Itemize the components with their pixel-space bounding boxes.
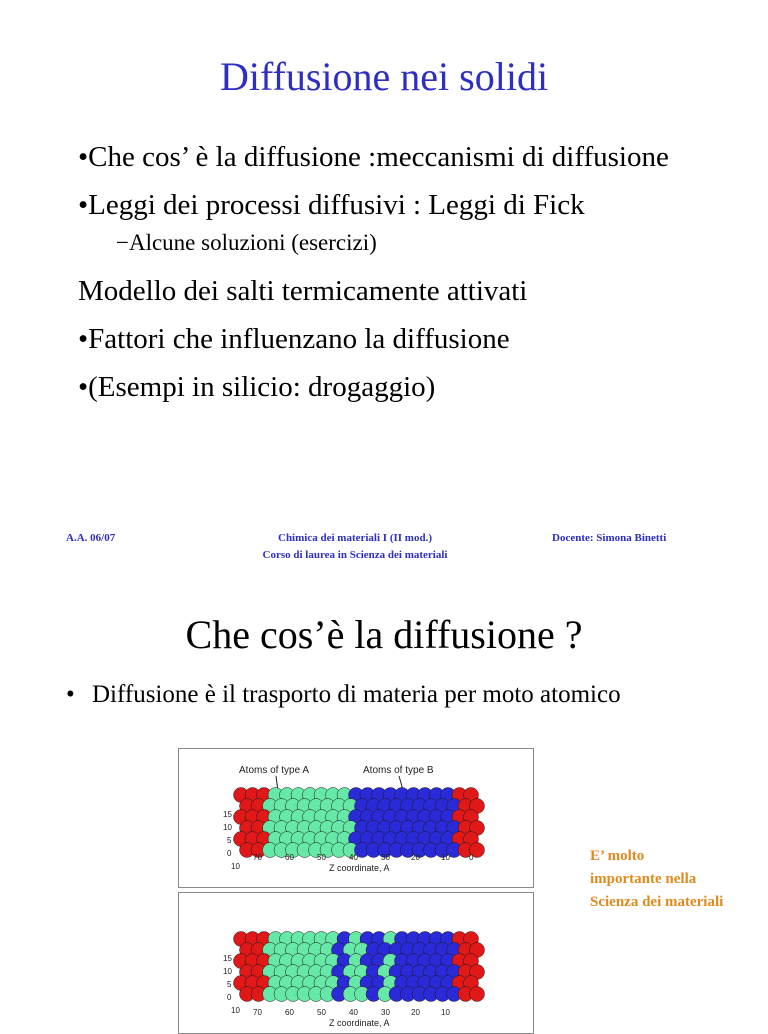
side-note-line: importante nella	[590, 871, 697, 887]
slide-1-title: Diffusione nei solidi	[219, 54, 549, 99]
x-axis-label: Z coordinate, A	[329, 863, 390, 873]
y-tick: 5	[227, 980, 232, 989]
bullet-dot: •	[66, 681, 75, 708]
footer-academic-year: A.A. 06/07	[66, 532, 116, 544]
outline-item: •Leggi dei processi diffusivi : Leggi di Fick	[78, 189, 585, 221]
y-tick: 0	[227, 993, 232, 1002]
label-atoms-type-b: Atoms of type B	[363, 765, 434, 776]
x-tick: 50	[317, 1008, 326, 1017]
y-axis-ticks	[223, 810, 232, 858]
x-tick: 40	[349, 853, 358, 862]
y-axis-ticks	[223, 954, 232, 1002]
outline-item: •Che cos’ è la diffusione :meccanismi di diffusione	[78, 141, 669, 173]
x-tick: 10	[441, 1008, 450, 1017]
outline-item: •(Esempi in silicio: drogaggio)	[78, 371, 436, 403]
x-tick: 10	[441, 853, 450, 862]
footer-course-line-1: Chimica dei materiali I (II mod.)	[278, 532, 432, 544]
side-note	[590, 845, 766, 914]
outline-item: Modello dei salti termicamente attivati	[78, 275, 528, 307]
x-tick: 70	[253, 1008, 262, 1017]
atoms-illustration-after	[179, 893, 533, 1033]
corner-tick: 10	[231, 1006, 240, 1015]
x-tick: 60	[285, 853, 294, 862]
x-tick: 30	[381, 1008, 390, 1017]
diffusion-figure-initial	[178, 748, 534, 888]
atom	[470, 987, 485, 1002]
outline-item: •Fattori che influenzano la diffusione	[78, 323, 510, 355]
bullet-text: Diffusione è il trasporto di materia per moto atomico	[92, 681, 621, 708]
atom-cluster-after	[234, 932, 485, 1002]
slide-1-footer	[0, 530, 768, 570]
x-tick: 30	[381, 853, 390, 862]
x-tick: 50	[317, 853, 326, 862]
outline-subitem: −Alcune soluzioni (esercizi)	[116, 230, 377, 255]
y-tick: 15	[223, 810, 232, 819]
slide-2	[0, 580, 768, 1028]
x-axis-ticks	[253, 1008, 450, 1017]
x-tick: 0	[469, 853, 474, 862]
footer-teacher: Docente: Simona Binetti	[552, 532, 667, 544]
corner-tick: 10	[231, 862, 240, 871]
slide-1-outline	[78, 138, 738, 406]
diffusion-figure-after	[178, 892, 534, 1034]
side-note-line: Scienza dei materiali	[590, 894, 724, 910]
y-tick: 10	[223, 967, 232, 976]
atom-cluster-initial	[234, 788, 485, 858]
y-tick: 10	[223, 823, 232, 832]
x-tick: 70	[253, 853, 262, 862]
y-tick: 5	[227, 836, 232, 845]
label-atoms-type-a: Atoms of type A	[239, 765, 310, 776]
slide-2-title: Che cos’è la diffusione ?	[185, 612, 583, 657]
footer-course	[205, 530, 505, 564]
x-axis-label: Z coordinate, A	[329, 1018, 390, 1028]
x-tick: 60	[285, 1008, 294, 1017]
x-tick: 40	[349, 1008, 358, 1017]
atoms-illustration-initial	[179, 749, 533, 887]
x-tick: 20	[411, 853, 420, 862]
footer-course-line-2: Corso di laurea in Scienza dei materiali	[262, 549, 448, 561]
x-tick: 20	[411, 1008, 420, 1017]
y-tick: 15	[223, 954, 232, 963]
side-note-line: E’ molto	[590, 848, 645, 864]
y-tick: 0	[227, 849, 232, 858]
